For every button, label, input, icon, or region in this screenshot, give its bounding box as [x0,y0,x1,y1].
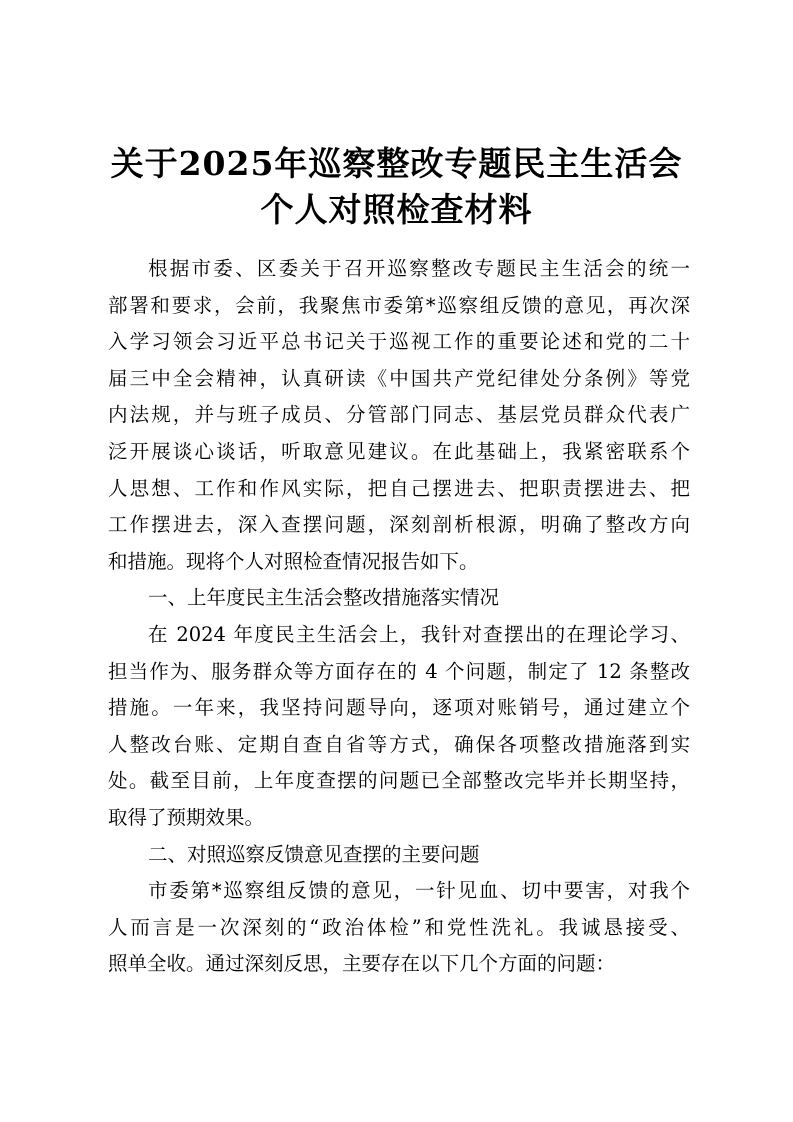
paragraph-line: 人而言是一次深刻的“政治体检”和党性洗礼。我诚恳接受、 [108,915,690,939]
paragraph-line: 照单全收。通过深刻反思，主要存在以下几个方面的问题： [108,952,616,976]
section-1-paragraph [108,617,690,837]
paragraph-line: 根据市委、区委关于召开巡察整改专题民主生活会的统一 [148,257,690,280]
paragraph-line: 担当作为、服务群众等方面存在的 4 个问题，制定了 12 条整改 [108,659,690,683]
document-body [108,251,690,983]
paragraph-line: 入学习领会习近平总书记关于巡视工作的重要论述和党的二十 [108,330,690,354]
paragraph-line: 措施。一年来，我坚持问题导向，逐项对账销号，通过建立个 [108,696,690,720]
paragraph-line: 处。截至目前，上年度查摆的问题已全部整改完毕并长期坚持， [108,769,690,793]
document-title-line-1: 关于2025年巡察整改专题民主生活会 [110,144,683,183]
section-1-heading: 一、上年度民主生活会整改措施落实情况 [148,586,500,610]
paragraph-line: 和措施。现将个人对照检查情况报告如下。 [108,549,479,573]
paragraph-line: 市委第*巡察组反馈的意见，一针见血、切中要害，对我个 [148,879,690,903]
paragraph-line: 取得了预期效果。 [108,805,265,829]
paragraph-line: 在 2024 年度民主生活会上，我针对查摆出的在理论学习、 [148,622,690,646]
intro-paragraph [108,251,690,580]
document-title-line-2: 个人对照检查材料 [260,190,533,229]
paragraph-line: 部署和要求，会前，我聚焦市委第*巡察组反馈的意见，再次深 [108,293,690,317]
section-2-heading: 二、对照巡察反馈意见查摆的主要问题 [148,842,480,866]
paragraph-line: 泛开展谈心谈话，听取意见建议。在此基础上，我紧密联系个 [108,439,690,463]
paragraph-line: 人思想、工作和作风实际，把自己摆进去、把职责摆进去、把 [108,476,690,500]
paragraph-line: 届三中全会精神，认真研读《中国共产党纪律处分条例》等党 [108,366,690,390]
paragraph-line: 工作摆进去，深入查摆问题，深刻剖析根源，明确了整改方向 [108,513,690,537]
paragraph-line: 人整改台账、定期自查自省等方式，确保各项整改措施落到实 [108,732,690,756]
paragraph-line: 内法规，并与班子成员、分管部门同志、基层党员群众代表广 [108,403,690,427]
section-2-paragraph [108,873,690,983]
